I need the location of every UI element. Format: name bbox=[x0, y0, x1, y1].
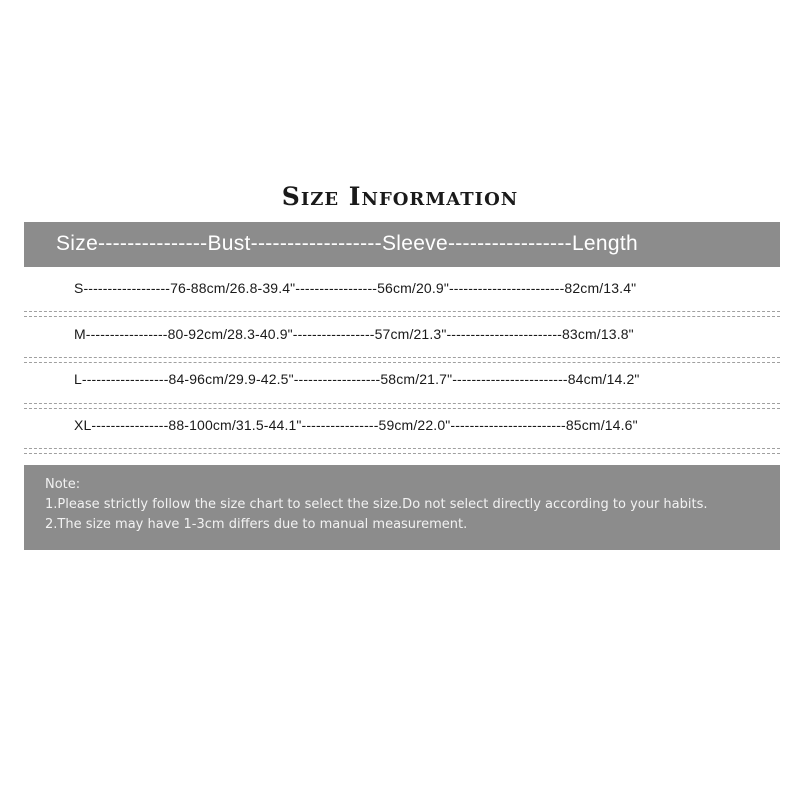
size-table-header bbox=[24, 222, 780, 267]
size-table-header-label: Size---------------Bust------------------Sleeve-----------------Length bbox=[56, 232, 638, 255]
size-row-s bbox=[0, 268, 800, 314]
page-title: Size Information bbox=[281, 182, 519, 211]
note-box bbox=[24, 465, 780, 550]
size-row-l bbox=[0, 359, 800, 405]
size-row-m bbox=[0, 314, 800, 360]
size-row-label: XL----------------88-100cm/31.5-44.1"----------------59cm/22.0"------------------------85cm/14.6" bbox=[74, 417, 638, 433]
note-line-2: 2.The size may have 1-3cm differs due to manual measurement. bbox=[45, 517, 468, 532]
note-line-1: 1.Please strictly follow the size chart to select the size.Do not select directly according to your habits. bbox=[45, 497, 708, 512]
size-row-label: S------------------76-88cm/26.8-39.4"-----------------56cm/20.9"------------------------82cm/13.4" bbox=[74, 280, 637, 296]
note-heading: Note: bbox=[45, 477, 81, 492]
size-row-label: L------------------84-96cm/29.9-42.5"------------------58cm/21.7"------------------------84cm/14.2" bbox=[74, 371, 640, 387]
row-divider bbox=[24, 448, 780, 454]
size-row-xl bbox=[0, 405, 800, 451]
size-row-label: M-----------------80-92cm/28.3-40.9"-----------------57cm/21.3"------------------------83cm/13.8" bbox=[74, 326, 634, 342]
